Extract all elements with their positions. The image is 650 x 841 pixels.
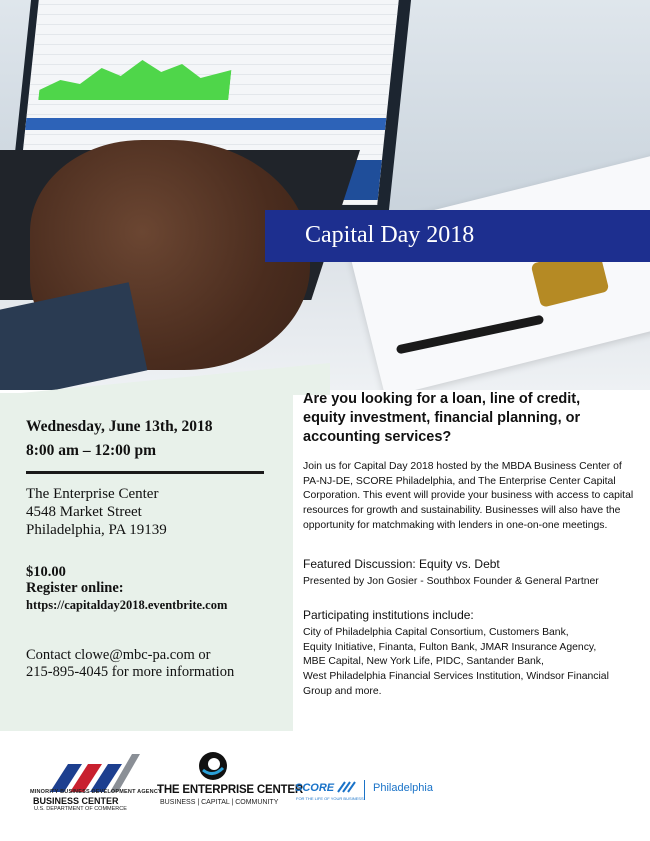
body-line: Corporation. This event will provide your business with access to capital: [303, 490, 634, 502]
venue-city: Philadelphia, PA 19139: [26, 522, 167, 538]
screen-toolbar: [25, 118, 386, 130]
heading-line: equity investment, financial planning, or: [303, 410, 581, 426]
contact-line-1: Contact clowe@mbc-pa.com or: [26, 647, 211, 663]
list-item: West Philadelphia Financial Services Institution, Windsor Financial: [303, 671, 609, 683]
enterprise-center-tagline: BUSINESS | CAPITAL | COMMUNITY: [160, 799, 279, 806]
event-date: Wednesday, June 13th, 2018: [26, 418, 213, 435]
page-title: Capital Day 2018: [305, 222, 475, 248]
body-line: opportunity for matchmaking with lenders in one-on-one meetings.: [303, 519, 608, 531]
heading-line: accounting services?: [303, 429, 452, 445]
mbda-center-label: BUSINESS CENTER: [33, 796, 119, 806]
mbda-agency-label: MINORITY BUSINESS DEVELOPMENT AGENCY: [30, 789, 162, 795]
score-tagline: FOR THE LIFE OF YOUR BUSINESS: [296, 796, 364, 801]
divider: [26, 471, 264, 474]
score-swoosh-icon: [337, 781, 357, 793]
featured-presenter: Presented by Jon Gosier - Southbox Founder & General Partner: [303, 576, 599, 587]
event-price: $10.00: [26, 564, 66, 580]
list-item: City of Philadelphia Capital Consortium, Customers Bank,: [303, 627, 569, 638]
contact-line-2: 215-895-4045 for more information: [26, 664, 235, 680]
score-city: Philadelphia: [373, 782, 433, 794]
body-line: Join us for Capital Day 2018 hosted by the MBDA Business Center of: [303, 461, 622, 472]
venue-street: 4548 Market Street: [26, 504, 142, 520]
intro-body: [303, 460, 638, 534]
intro-heading: [303, 390, 638, 447]
event-time: 8:00 am – 12:00 pm: [26, 442, 157, 459]
featured-title: Featured Discussion: Equity vs. Debt: [303, 557, 500, 571]
body-line: resources for growth and sustainability. Businesses will also have the: [303, 505, 621, 517]
heading-line: Are you looking for a loan, line of credit,: [303, 391, 581, 407]
enterprise-center-logo-icon: [199, 752, 227, 780]
score-divider: [364, 780, 365, 800]
list-item: Group and more.: [303, 685, 382, 697]
institutions-list: [303, 626, 638, 700]
enterprise-center-name: THE ENTERPRISE CENTER: [157, 784, 303, 796]
list-item: MBE Capital, New York Life, PIDC, Santander Bank,: [303, 656, 544, 668]
list-item: Equity Initiative, Finanta, Fulton Bank, JMAR Insurance Agency,: [303, 641, 597, 653]
hero-photo: [0, 0, 650, 390]
register-label: Register online:: [26, 580, 124, 596]
score-logo-word: SCORE: [295, 782, 335, 794]
body-line: PA-NJ-DE, SCORE Philadelphia, and The Enterprise Center Capital: [303, 475, 616, 487]
screen-chart-icon: [38, 50, 233, 100]
register-link[interactable]: https://capitalday2018.eventbrite.com: [26, 598, 228, 612]
mbda-dept-label: U.S. DEPARTMENT OF COMMERCE: [34, 806, 127, 812]
institutions-title: Participating institutions include:: [303, 608, 474, 622]
venue-name: The Enterprise Center: [26, 486, 159, 502]
